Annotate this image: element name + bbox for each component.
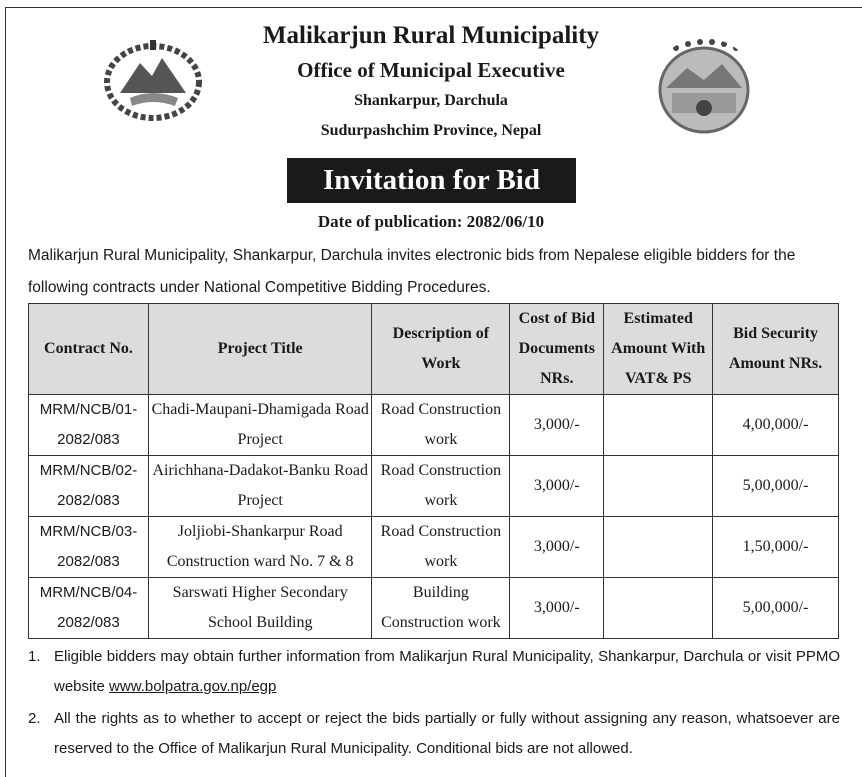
table-cell <box>604 517 713 578</box>
publication-date: Date of publication: 2082/06/10 <box>317 212 545 231</box>
municipality-title: Malikarjun Rural Municipality <box>262 22 600 49</box>
table-cell: 5,00,000/- <box>713 456 839 517</box>
table-cell: 5,00,000/- <box>713 578 839 639</box>
table-cell: 4,00,000/- <box>713 395 839 456</box>
note-number: 1. <box>28 648 41 665</box>
column-header: Contract No. <box>29 304 149 395</box>
table-cell: MRM/NCB/04-2082/083 <box>29 578 149 639</box>
table-cell: MRM/NCB/02-2082/083 <box>29 456 149 517</box>
office-title: Office of Municipal Executive <box>297 58 565 82</box>
note-number: 2. <box>28 710 41 727</box>
table-cell: MRM/NCB/03-2082/083 <box>29 517 149 578</box>
municipality-logo-icon <box>652 38 756 134</box>
table-cell: 3,000/- <box>510 456 604 517</box>
note-text: All the rights as to whether to accept or reject the bids partially or fully without assigning any reason, whatsoever are reserved to the Office of Malikarjun Rural Municipality. Conditional bids are not allowed. <box>54 710 840 757</box>
table-header-row <box>29 304 839 395</box>
note-item <box>28 642 840 702</box>
table-cell: 3,000/- <box>510 578 604 639</box>
address-line-1: Shankarpur, Darchula <box>354 92 508 109</box>
table-cell: 3,000/- <box>510 395 604 456</box>
column-header: Bid Security Amount NRs. <box>713 304 839 395</box>
table-row <box>29 578 839 639</box>
table-cell: Road Construction work <box>372 517 510 578</box>
table-cell: MRM/NCB/01-2082/083 <box>29 395 149 456</box>
column-header: Estimated Amount With VAT& PS <box>604 304 713 395</box>
table-cell: Joljiobi-Shankarpur Road Construction ward No. 7 & 8 <box>148 517 372 578</box>
table-row <box>29 517 839 578</box>
table-cell: Road Construction work <box>372 395 510 456</box>
column-header: Description of Work <box>372 304 510 395</box>
table-cell <box>604 395 713 456</box>
ppmo-website-link[interactable]: www.bolpatra.gov.np/egp <box>109 678 277 695</box>
note-item <box>28 704 840 764</box>
table-cell: Airichhana-Dadakot-Banku Road Project <box>148 456 372 517</box>
address-line-2: Sudurpashchim Province, Nepal <box>320 122 542 139</box>
invitation-banner: Invitation for Bid <box>287 158 576 203</box>
note-text: Eligible bidders may obtain further information from Malikarjun Rural Municipality, Shankarpur, Darchula or visit PPMO website <box>54 648 840 695</box>
table-cell <box>604 456 713 517</box>
column-header: Cost of Bid Documents NRs. <box>510 304 604 395</box>
table-row <box>29 395 839 456</box>
column-header: Project Title <box>148 304 372 395</box>
table-cell: Road Construction work <box>372 456 510 517</box>
notes-list <box>28 642 840 766</box>
table-row <box>29 456 839 517</box>
table-cell: 3,000/- <box>510 517 604 578</box>
contracts-table <box>28 303 839 639</box>
table-cell: 1,50,000/- <box>713 517 839 578</box>
table-cell: Sarswati Higher Secondary School Building <box>148 578 372 639</box>
table-cell <box>604 578 713 639</box>
intro-paragraph: Malikarjun Rural Municipality, Shankarpur, Darchula invites electronic bids from Nepalese eligible bidders for the following contracts under National Competitive Bidding Procedures. <box>28 247 796 296</box>
table-cell: Chadi-Maupani-Dhamigada Road Project <box>148 395 372 456</box>
table-cell: Building Construction work <box>372 578 510 639</box>
